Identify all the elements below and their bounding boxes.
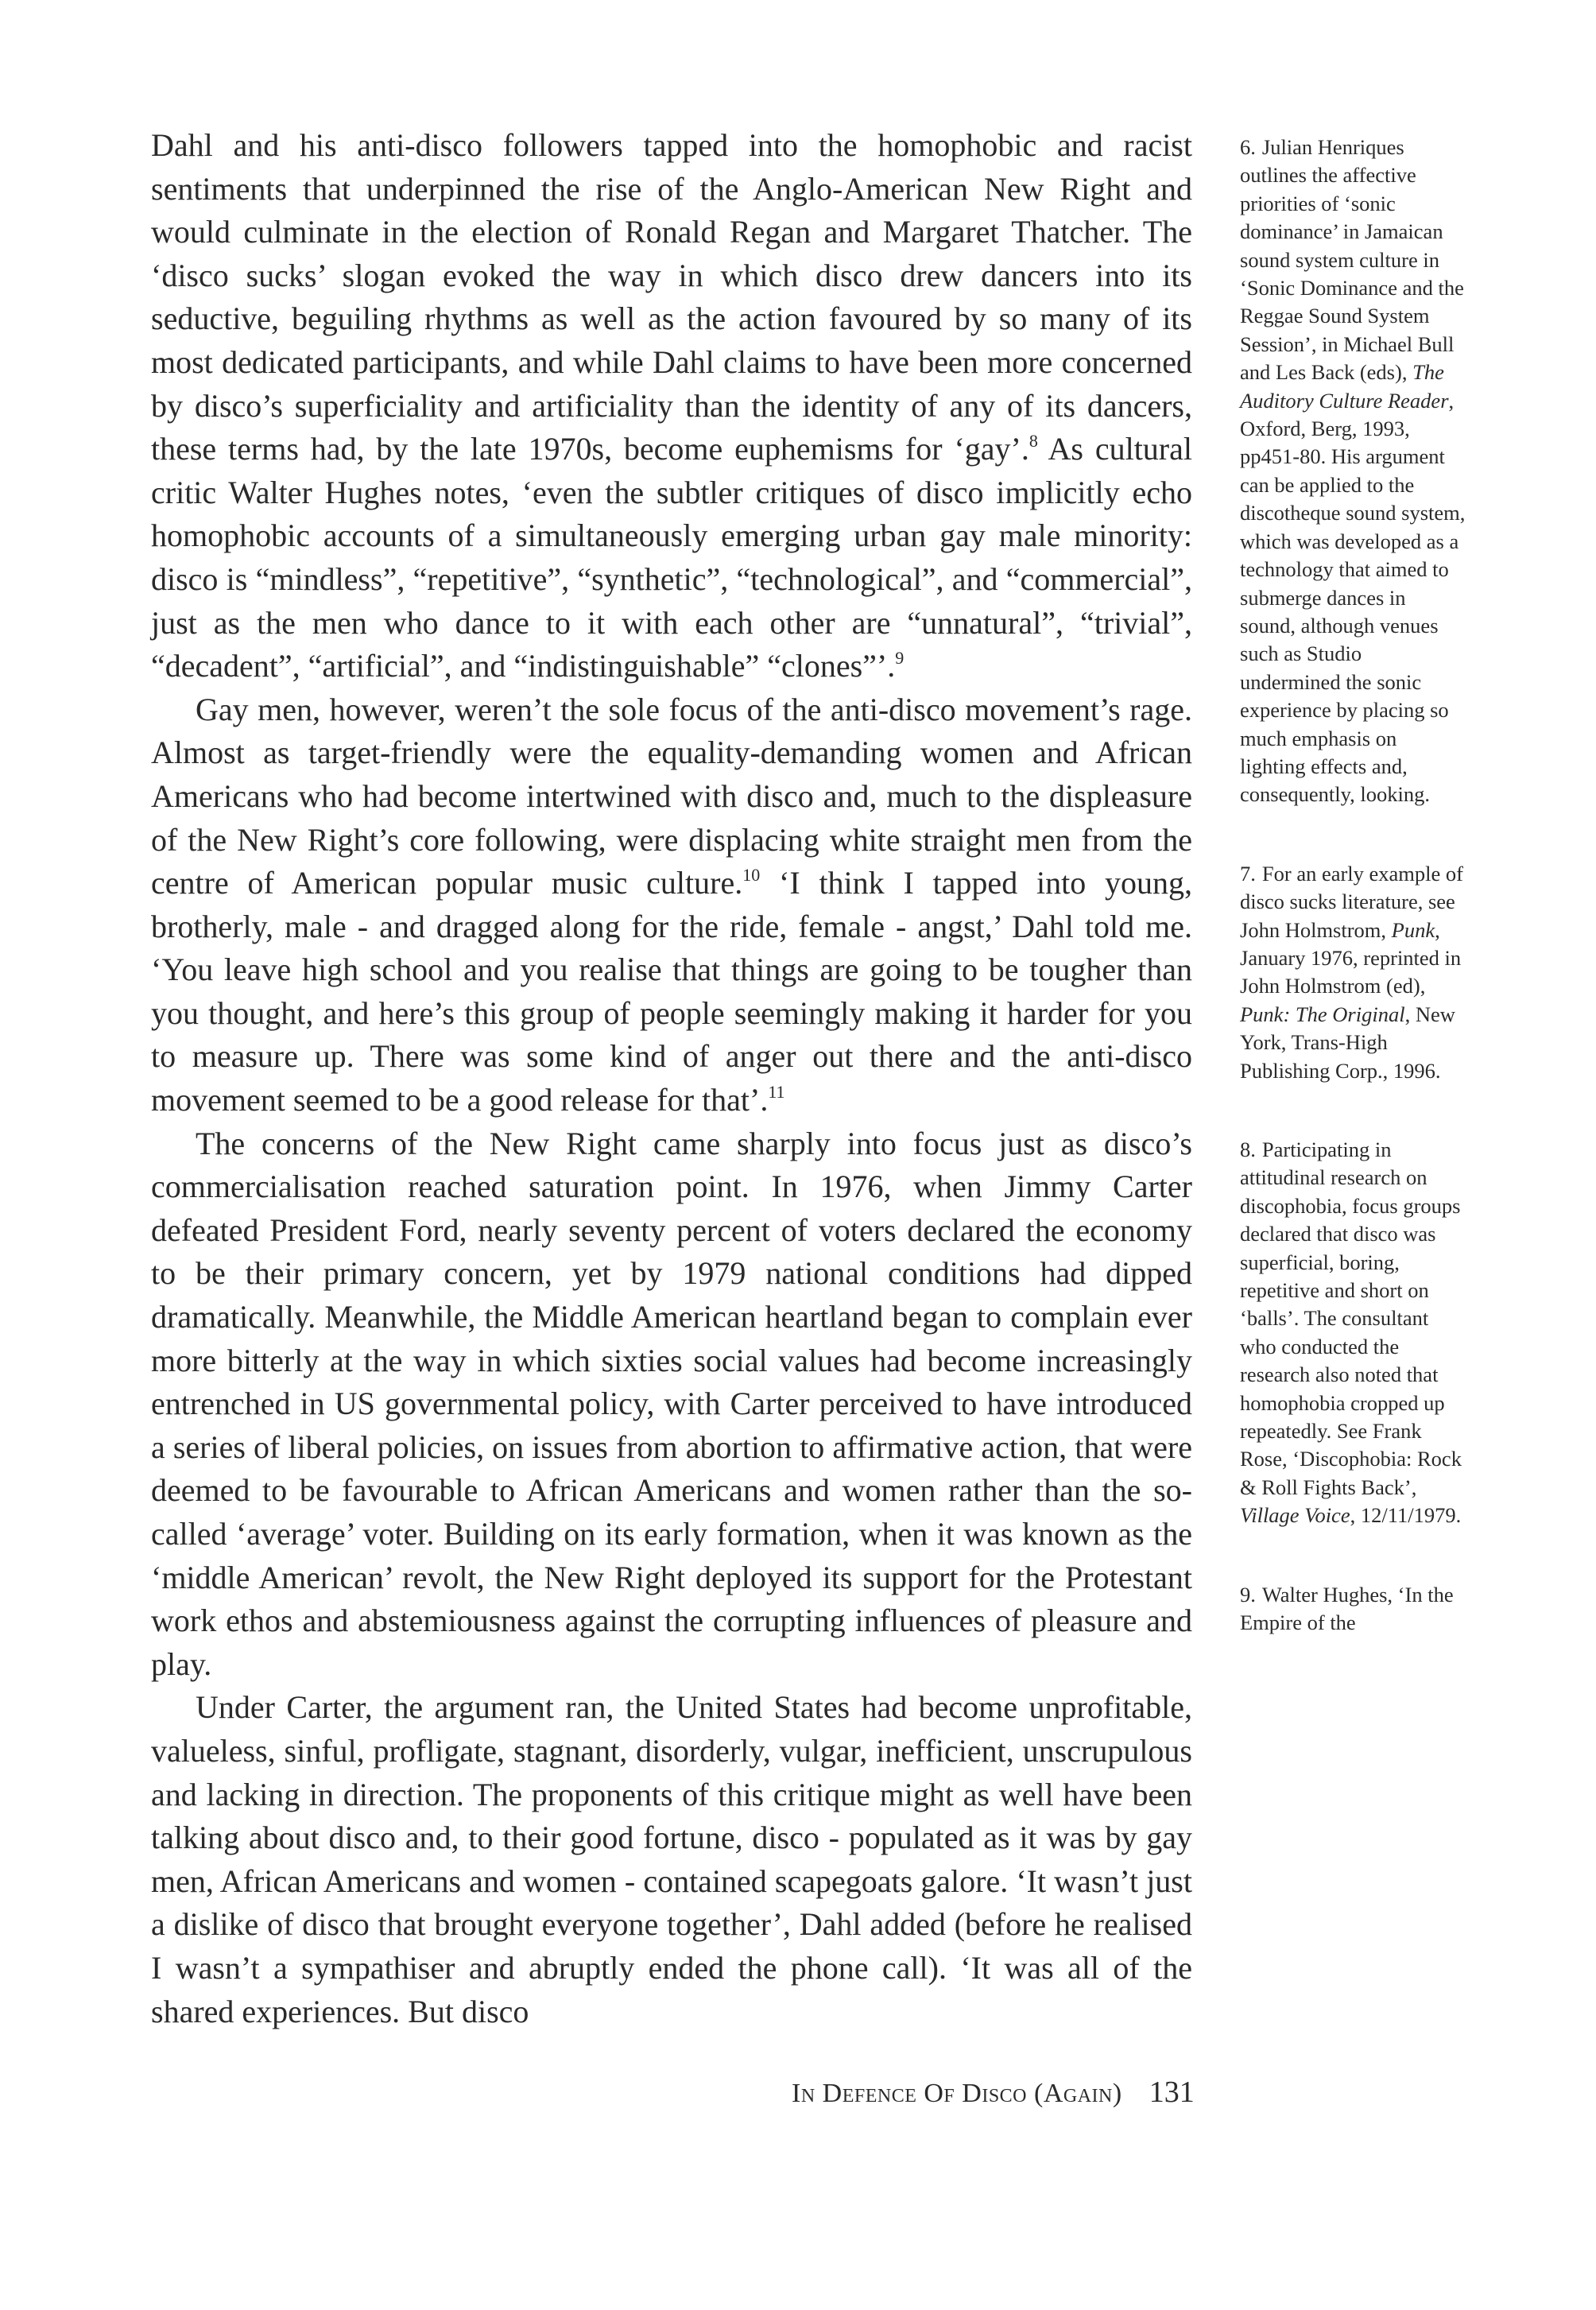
page-footer — [792, 2076, 1195, 2110]
footnote-ref-10: 10 — [742, 865, 761, 886]
running-head: In Defence Of Disco (Again) — [792, 2079, 1122, 2108]
sidenotes-column — [1240, 134, 1466, 1688]
footnote-text: For an early example of disco sucks literature, see John Holmstrom, — [1240, 861, 1463, 942]
footnote-title: The Auditory Culture Reader — [1240, 360, 1449, 413]
footnote-text: Julian Henriques outlines the affective priorities of ‘sonic dominance’ in Jamaican sound system culture in ‘Sonic Dominance and the Reggae Sound System Session’, in Michael Bull and Les Back (eds), — [1240, 135, 1464, 385]
paragraph-2-text-b: ‘I think I tapped into young, brotherly, male - and dragged along for the ride, female - angst,’ Dahl told me. ‘You leave high school and you realise that things are going to be tougher than you thought, and here’s this group of people seemingly making it harder for you to measure up. There was some kind of anger out there and the anti-disco movement seemed to be a good release for that’. — [151, 865, 1192, 1118]
main-text-column — [151, 124, 1192, 2033]
paragraph-1-text-a: Dahl and his anti-disco followers tapped into the homophobic and racist sentiments that underpinned the rise of the Anglo-American New Right and would culminate in the election of Ronald Regan and Margaret Thatcher. The ‘disco sucks’ slogan evoked the way in which disco drew dancers into its seductive, beguiling rhythms as well as the action favoured by so many of its most dedicated participants, and while Dahl claims to have been more concerned by disco’s superficiality and artificiality than the identity of any of its dancers, these terms had, by the late 1970s, become euphemisms for ‘gay’. — [151, 127, 1192, 467]
paragraph-4: Under Carter, the argument ran, the United States had become unprofitable, valueless, sinful, profligate, stagnant, disorderly, vulgar, inefficient, unscrupulous and lacking in direction. The proponents of this critique might as well have been talking about disco and, to their good fortune, disco - populated as it was by gay men, African Americans and women - contained scapegoats galore. ‘It wasn’t just a dislike of disco that brought everyone together’, Dahl added (before he realised I wasn’t a sympathiser and abruptly ended the phone call). ‘It was all of the shared experiences. But disco — [151, 1689, 1192, 2029]
footnote-number: 9. — [1240, 1582, 1256, 1607]
footnote-text: , Oxford, Berg, 1993, pp451-80. His argument can be applied to the discotheque sound system, which was developed as a technology that aimed to submerge dances in sound, although venues such as Studio undermined the sonic experience by placing so much emphasis on lighting effects and, consequently, looking. — [1240, 388, 1466, 807]
footnote-text: Walter Hughes, ‘In the Empire of the — [1240, 1582, 1454, 1635]
footnote-title: Village Voice — [1240, 1503, 1350, 1528]
page-number: 131 — [1149, 2076, 1195, 2109]
footnote-text: , 12/11/1979. — [1350, 1503, 1462, 1528]
paragraph-1 — [151, 124, 1192, 688]
footnote-text: Participating in attitudinal research on discophobia, focus groups declared that disco was superficial, boring, repetitive and short on ‘balls’. The consultant who conducted the research also noted that homophobia cropped up repeatedly. See Frank Rose, ‘Discophobia: Rock & Roll Fights Back’, — [1240, 1138, 1462, 1499]
footnote-ref-9: 9 — [895, 648, 905, 669]
footnote-8 — [1240, 1136, 1466, 1530]
paragraph-1-text-b: As cultural critic Walter Hughes notes, ‘even the subtler critiques of disco implicitly echo homophobic accounts of a simultaneously emerging urban gay male minority: disco is “mindless”, “repetitive”, “synthetic”, “technological”, and “commercial”, just as the men who dance to it with each other are “unnatural”, “trivial”, “decadent”, “artificial”, and “indistinguishable” “clones”’. — [151, 431, 1192, 684]
footnote-number: 8. — [1240, 1138, 1256, 1161]
footnote-title: Punk — [1391, 917, 1435, 942]
paragraph-2 — [151, 688, 1192, 1122]
footnote-9 — [1240, 1581, 1466, 1638]
paragraph-2-text-a: Gay men, however, weren’t the sole focus of the anti-disco movement’s rage. Almost as target-friendly were the equality-demanding women and African Americans who had become intertwined with disco and, much to the displeasure of the New Right’s core following, were displacing white straight men from the centre of American popular music culture. — [151, 691, 1192, 901]
footnote-number: 6. — [1240, 135, 1256, 159]
footnote-ref-11: 11 — [768, 1082, 785, 1103]
footnote-text: , January 1976, reprinted in John Holmstrom (ed), — [1240, 917, 1462, 998]
footnote-ref-8: 8 — [1028, 431, 1038, 452]
footnote-title: Punk: The Original — [1240, 1002, 1405, 1026]
footnote-6 — [1240, 134, 1466, 809]
paragraph-3: The concerns of the New Right came sharply into focus just as disco’s commercialisation reached saturation point. In 1976, when Jimmy Carter defeated President Ford, nearly seventy percent of voters declared the economy to be their primary concern, yet by 1979 national conditions had dipped dramatically. Meanwhile, the Middle American heartland began to complain ever more bitterly at the way in which sixties social values had become increasingly entrenched in US governmental policy, with Carter perceived to have introduced a series of liberal policies, on issues from abortion to affirmative action, that were deemed to be favourable to African Americans and women rather than the so-called ‘average’ voter. Building on its early formation, when it was known as the ‘middle American’ revolt, the New Right deployed its support for the Protestant work ethos and abstemiousness against the corrupting influences of pleasure and play. — [151, 1125, 1192, 1682]
footnote-number: 7. — [1240, 861, 1256, 886]
footnote-text: , New York, Trans-High Publishing Corp., 1996. — [1240, 1002, 1455, 1083]
footnote-7 — [1240, 860, 1466, 1085]
